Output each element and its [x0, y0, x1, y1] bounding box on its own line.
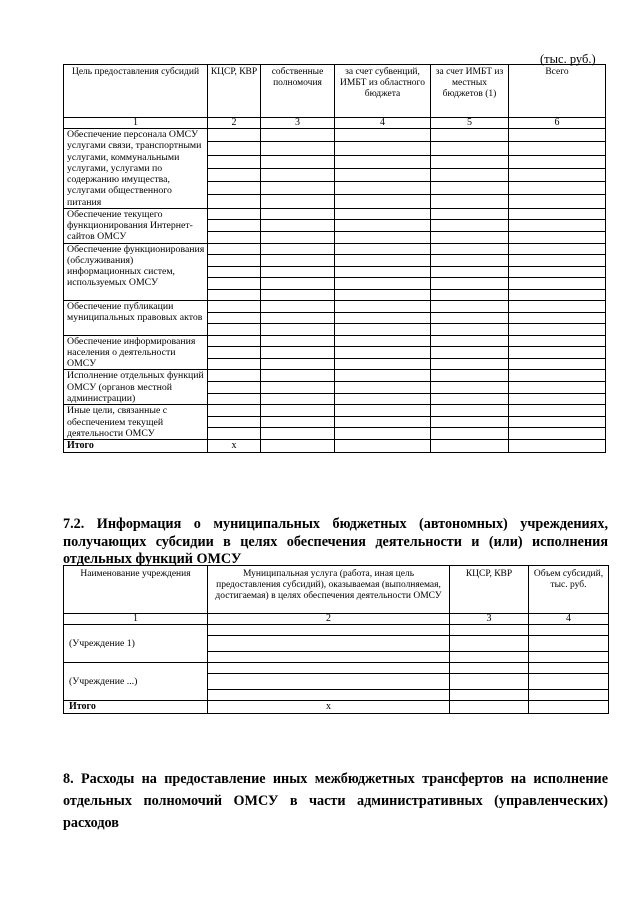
section-7-2-heading: 7.2. Информация о муниципальных бюджетных (автономных) учреждениях, получающих субсидии в целях обеспечения деятельности и (или) исполнения отдельных функций ОМСУ — [63, 516, 608, 567]
table-cell[interactable] — [261, 324, 335, 336]
table1-total-row — [64, 440, 606, 453]
table-row — [64, 243, 606, 255]
table2-header-institution: Наименование учреждения — [64, 566, 208, 614]
table-cell[interactable] — [509, 335, 606, 347]
table-cell[interactable] — [431, 358, 509, 370]
table-cell[interactable] — [335, 243, 431, 255]
table-cell[interactable] — [335, 301, 431, 313]
table-cell[interactable] — [208, 289, 261, 301]
table1-total-mark: х — [208, 440, 261, 453]
table-cell[interactable] — [431, 289, 509, 301]
table-cell[interactable] — [261, 370, 335, 382]
table-cell[interactable] — [208, 255, 261, 267]
table-cell[interactable] — [335, 405, 431, 417]
table-cell[interactable] — [261, 382, 335, 394]
table-cell[interactable] — [529, 636, 609, 652]
table-cell[interactable] — [208, 129, 261, 142]
table2-number-row — [64, 614, 609, 625]
table-cell[interactable] — [509, 416, 606, 428]
table-cell[interactable] — [208, 335, 261, 347]
table1-col-number: 5 — [431, 118, 509, 129]
table-cell[interactable] — [335, 324, 431, 336]
table-cell[interactable] — [335, 335, 431, 347]
table-cell[interactable] — [509, 301, 606, 313]
table-cell[interactable] — [509, 278, 606, 290]
table-cell[interactable] — [261, 155, 335, 168]
table-cell[interactable] — [208, 278, 261, 290]
table-cell[interactable] — [335, 182, 431, 195]
table-cell[interactable] — [509, 393, 606, 405]
table-cell[interactable] — [431, 155, 509, 168]
table-cell[interactable] — [261, 393, 335, 405]
table2-body — [64, 625, 609, 701]
table-cell[interactable] — [450, 652, 529, 663]
table-cell[interactable] — [431, 278, 509, 290]
table-cell[interactable] — [335, 347, 431, 359]
table-cell — [509, 440, 606, 453]
table-cell[interactable] — [529, 652, 609, 663]
table-cell[interactable] — [261, 129, 335, 142]
table-cell[interactable] — [431, 266, 509, 278]
table1-header-kcsr: КЦСР, КВР — [208, 65, 261, 118]
table-cell[interactable] — [431, 335, 509, 347]
table-cell[interactable] — [261, 358, 335, 370]
table-cell[interactable] — [335, 312, 431, 324]
table-cell[interactable] — [335, 129, 431, 142]
table-cell[interactable] — [335, 289, 431, 301]
table-cell[interactable] — [335, 142, 431, 155]
section-8-heading: 8. Расходы на предоставление иных межбюджетных трансфертов на исполнение отдельных полномочий ОМСУ в части административных (управленческих) расходов — [63, 771, 608, 831]
table-row — [64, 208, 606, 220]
table-cell[interactable] — [509, 232, 606, 244]
table-cell[interactable] — [431, 142, 509, 155]
table-cell[interactable] — [208, 266, 261, 278]
table-cell[interactable] — [509, 129, 606, 142]
table-cell[interactable] — [261, 142, 335, 155]
table-cell[interactable] — [261, 243, 335, 255]
table-cell[interactable] — [208, 674, 450, 690]
table1-purpose-cell: Обеспечение текущего функционирования Интернет-сайтов ОМСУ — [64, 208, 208, 243]
table1-purpose-cell: Обеспечение публикации муниципальных правовых актов — [64, 301, 208, 336]
table1-col-number: 1 — [64, 118, 208, 129]
table-cell[interactable] — [509, 255, 606, 267]
table2-total-row — [64, 701, 609, 714]
table-cell[interactable] — [208, 220, 261, 232]
table-row — [64, 370, 606, 382]
table-cell[interactable] — [431, 220, 509, 232]
table-cell[interactable] — [335, 208, 431, 220]
table1-col-number: 3 — [261, 118, 335, 129]
table-cell[interactable] — [335, 382, 431, 394]
table-cell[interactable] — [208, 663, 450, 674]
table2-col-number: 3 — [450, 614, 529, 625]
table-cell[interactable] — [335, 358, 431, 370]
table1-header-total: Всего — [509, 65, 606, 118]
table-cell[interactable] — [529, 663, 609, 674]
table-row — [64, 625, 609, 636]
table-cell[interactable] — [335, 220, 431, 232]
table-cell[interactable] — [208, 428, 261, 440]
table-cell[interactable] — [509, 312, 606, 324]
table1-purpose-cell: Обеспечение функционирования (обслуживания) информационных систем, используемых ОМСУ — [64, 243, 208, 301]
table2-total-mark: х — [208, 701, 450, 714]
table2-col-number: 1 — [64, 614, 208, 625]
table-cell[interactable] — [208, 370, 261, 382]
table-cell[interactable] — [208, 690, 450, 701]
table-row — [64, 129, 606, 142]
table2-institution-cell: (Учреждение 1) — [64, 625, 208, 663]
table-cell[interactable] — [261, 428, 335, 440]
table-cell[interactable] — [431, 324, 509, 336]
table-cell[interactable] — [450, 636, 529, 652]
table-cell[interactable] — [208, 358, 261, 370]
table-cell[interactable] — [261, 289, 335, 301]
table-cell[interactable] — [431, 347, 509, 359]
table1-purpose-cell: Иные цели, связанные с обеспечением текущей деятельности ОМСУ — [64, 405, 208, 440]
table-cell[interactable] — [208, 636, 450, 652]
table-cell[interactable] — [509, 208, 606, 220]
table-cell[interactable] — [208, 243, 261, 255]
table-cell[interactable] — [509, 382, 606, 394]
table-cell[interactable] — [335, 393, 431, 405]
table-cell[interactable] — [208, 155, 261, 168]
table1-header-local-imbt: за счет ИМБТ из местных бюджетов (1) — [431, 65, 509, 118]
table-cell[interactable] — [450, 663, 529, 674]
table-row — [64, 663, 609, 674]
table-cell[interactable] — [335, 278, 431, 290]
table-cell[interactable] — [208, 312, 261, 324]
table-cell[interactable] — [431, 195, 509, 208]
table2-col-number: 2 — [208, 614, 450, 625]
table-cell[interactable] — [450, 674, 529, 690]
table-cell[interactable] — [261, 168, 335, 181]
table-cell[interactable] — [431, 301, 509, 313]
table-cell[interactable] — [509, 142, 606, 155]
table-cell[interactable] — [261, 312, 335, 324]
table-cell[interactable] — [335, 370, 431, 382]
table-cell — [529, 701, 609, 714]
table-row — [64, 301, 606, 313]
table-cell[interactable] — [335, 155, 431, 168]
table-cell[interactable] — [509, 405, 606, 417]
table-cell[interactable] — [509, 168, 606, 181]
table-cell[interactable] — [431, 405, 509, 417]
table-cell[interactable] — [208, 405, 261, 417]
table-cell[interactable] — [431, 168, 509, 181]
table-cell[interactable] — [509, 195, 606, 208]
table-cell — [261, 440, 335, 453]
table-cell[interactable] — [208, 625, 450, 636]
table-cell[interactable] — [431, 182, 509, 195]
table-cell[interactable] — [509, 266, 606, 278]
table-cell[interactable] — [450, 625, 529, 636]
table-cell[interactable] — [335, 255, 431, 267]
table1-purpose-cell: Исполнение отдельных функций ОМСУ (органов местной администрации) — [64, 370, 208, 405]
table-cell[interactable] — [208, 347, 261, 359]
table-cell[interactable] — [335, 168, 431, 181]
table-cell[interactable] — [431, 208, 509, 220]
table2-total-label: Итого — [64, 701, 208, 714]
table-cell[interactable] — [261, 232, 335, 244]
table-cell[interactable] — [431, 255, 509, 267]
table-cell[interactable] — [261, 347, 335, 359]
table1-col-number: 6 — [509, 118, 606, 129]
table-row — [64, 335, 606, 347]
table-cell — [450, 701, 529, 714]
table-cell[interactable] — [509, 220, 606, 232]
table1-number-row — [64, 118, 606, 129]
table-cell[interactable] — [208, 195, 261, 208]
table-cell[interactable] — [208, 416, 261, 428]
table1-col-number: 2 — [208, 118, 261, 129]
table-cell[interactable] — [450, 690, 529, 701]
table-cell[interactable] — [431, 428, 509, 440]
table-cell[interactable] — [261, 335, 335, 347]
table-cell[interactable] — [335, 428, 431, 440]
table-cell — [335, 440, 431, 453]
subsidy-purpose-table — [63, 64, 606, 453]
table-cell[interactable] — [431, 232, 509, 244]
table-cell[interactable] — [509, 347, 606, 359]
units-label: (тыс. руб.) — [540, 52, 596, 66]
table-cell[interactable] — [208, 382, 261, 394]
table1-header-row — [64, 65, 606, 118]
table-cell[interactable] — [208, 168, 261, 181]
table1-purpose-cell: Обеспечение информирования населения о деятельности ОМСУ — [64, 335, 208, 370]
table-cell[interactable] — [529, 690, 609, 701]
table-cell[interactable] — [431, 243, 509, 255]
table-cell — [431, 440, 509, 453]
table-cell[interactable] — [431, 312, 509, 324]
table-cell[interactable] — [208, 393, 261, 405]
table-cell[interactable] — [509, 324, 606, 336]
table2-header-row — [64, 566, 609, 614]
table-cell[interactable] — [509, 370, 606, 382]
table-cell[interactable] — [261, 220, 335, 232]
table2-institution-cell: (Учреждение ...) — [64, 663, 208, 701]
table1-total-label: Итого — [64, 440, 208, 453]
table-cell[interactable] — [261, 278, 335, 290]
table1-purpose-cell: Обеспечение персонала ОМСУ услугами связи, транспортными услугами, коммунальными услугами, услугами по содержанию имущества, услугами общественного питания — [64, 129, 208, 209]
table-cell[interactable] — [509, 182, 606, 195]
table-cell[interactable] — [261, 301, 335, 313]
table-cell[interactable] — [208, 301, 261, 313]
table1-header-subventions: за счет субвенций, ИМБТ из областного бюджета — [335, 65, 431, 118]
table-cell[interactable] — [261, 416, 335, 428]
table-cell[interactable] — [509, 155, 606, 168]
table-cell[interactable] — [261, 255, 335, 267]
table-cell[interactable] — [335, 195, 431, 208]
institutions-table — [63, 565, 609, 714]
table-cell[interactable] — [335, 232, 431, 244]
table-cell[interactable] — [431, 370, 509, 382]
table-cell[interactable] — [261, 405, 335, 417]
table1-col-number: 4 — [335, 118, 431, 129]
table-cell[interactable] — [509, 243, 606, 255]
table-cell[interactable] — [529, 674, 609, 690]
table-cell[interactable] — [208, 142, 261, 155]
table2-header-service: Муниципальная услуга (работа, иная цель предоставления субсидий), оказываемая (выполняемая, достигаемая) в целях обеспечения деятельности ОМСУ — [208, 566, 450, 614]
table-cell[interactable] — [261, 195, 335, 208]
table-cell[interactable] — [261, 182, 335, 195]
table-cell[interactable] — [208, 182, 261, 195]
table1-header-own-powers: собственные полномочия — [261, 65, 335, 118]
table1-header-purpose: Цель предоставления субсидий — [64, 65, 208, 118]
table-cell[interactable] — [529, 625, 609, 636]
table-cell[interactable] — [431, 129, 509, 142]
table-cell[interactable] — [208, 324, 261, 336]
table-cell[interactable] — [208, 232, 261, 244]
table-cell[interactable] — [208, 208, 261, 220]
table-cell[interactable] — [261, 266, 335, 278]
table-cell[interactable] — [509, 428, 606, 440]
table-cell[interactable] — [335, 266, 431, 278]
table2-col-number: 4 — [529, 614, 609, 625]
table1-body — [64, 129, 606, 440]
table-cell[interactable] — [431, 382, 509, 394]
table-cell[interactable] — [431, 416, 509, 428]
table-cell[interactable] — [509, 289, 606, 301]
table2-header-volume: Объем субсидий, тыс. руб. — [529, 566, 609, 614]
table-cell[interactable] — [261, 208, 335, 220]
table-cell[interactable] — [509, 358, 606, 370]
table-cell[interactable] — [335, 416, 431, 428]
table-row — [64, 405, 606, 417]
table2-header-kcsr: КЦСР, КВР — [450, 566, 529, 614]
table-cell[interactable] — [208, 652, 450, 663]
table-cell[interactable] — [431, 393, 509, 405]
